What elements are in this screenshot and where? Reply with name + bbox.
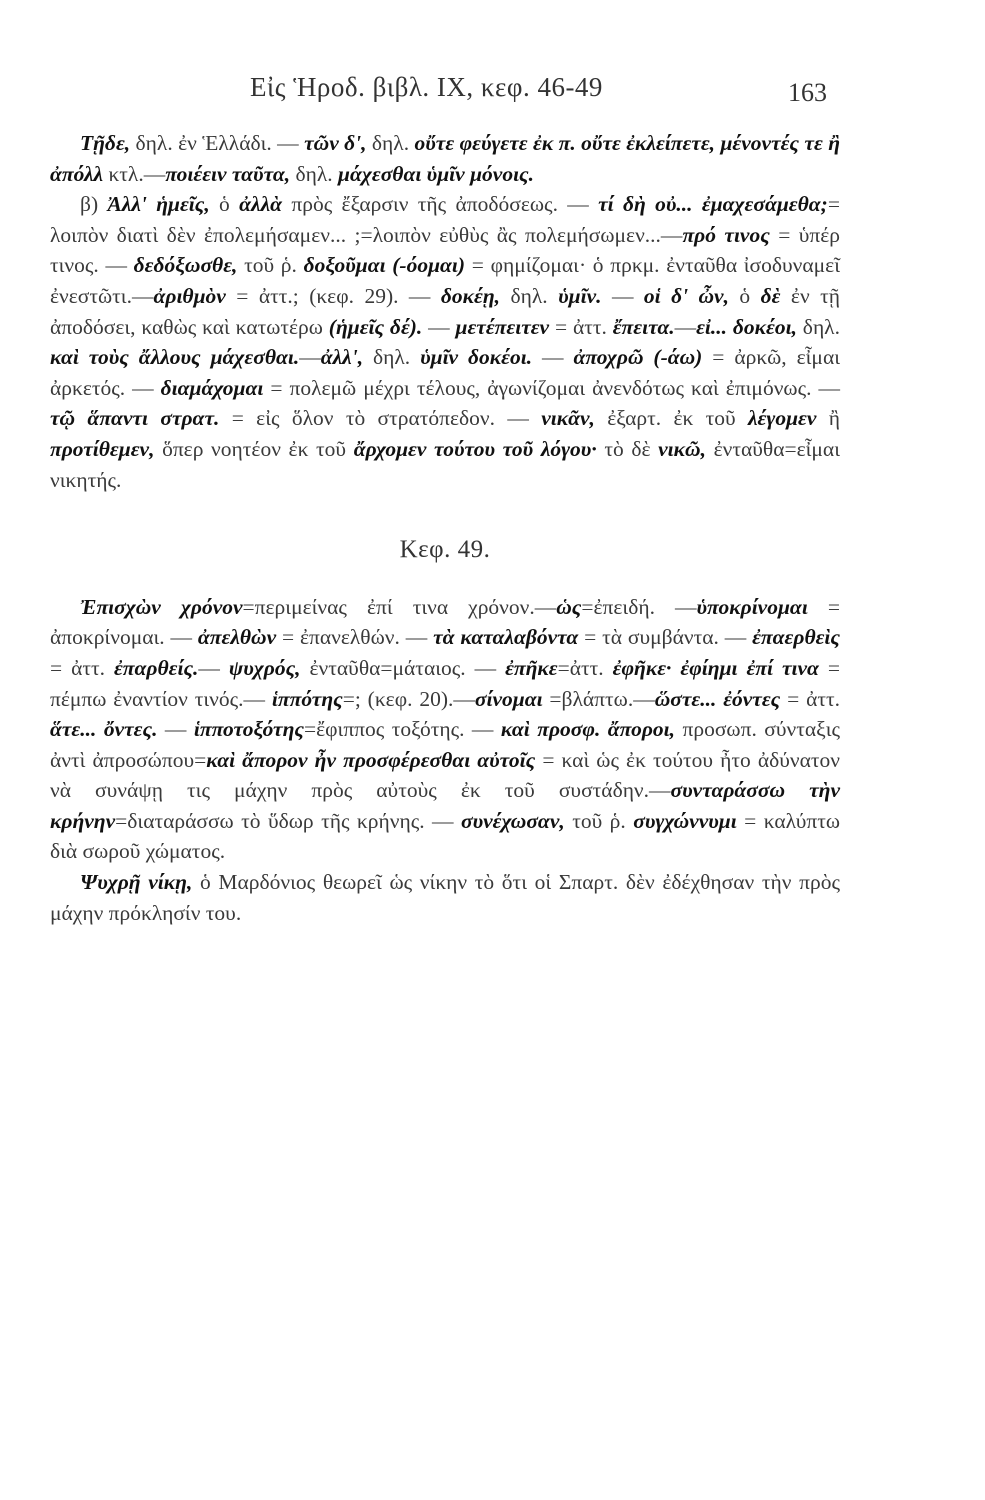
lemma: (ἡμεῖς δέ). <box>328 314 423 339</box>
gloss-text: ἢ <box>816 406 840 431</box>
gloss-text: τοῦ ῥ. <box>564 808 634 833</box>
lemma: ἐπῆκε <box>505 655 558 680</box>
gloss-text: =ἔφιππος τοξότης. — <box>303 717 501 742</box>
gloss-text: = εἰς ὅλον τὸ στρατόπεδον. — <box>219 406 542 431</box>
gloss-text: =ἀττ. <box>557 655 613 680</box>
lemma: Ἐπισχὼν χρόνον <box>80 594 243 619</box>
gloss-text: = πολεμῶ μέχρι τέλους, ἀγωνίζομαι ἀνενδότως καὶ ἐπιμόνως. — <box>263 375 840 400</box>
gloss-text: — <box>532 345 574 370</box>
gloss-text: δηλ. <box>796 314 840 339</box>
gloss-text: =βλάπτω.— <box>542 686 655 711</box>
gloss-text: — <box>422 314 456 339</box>
gloss-text: — <box>198 655 229 680</box>
gloss-text: = ἀττ. <box>50 655 114 680</box>
lemma: ἐόντες <box>723 686 781 711</box>
lemma: ὑμῖν δοκέοι. <box>420 345 533 370</box>
section-49-paragraph <box>50 867 840 928</box>
gloss-text: τοῦ ῥ. <box>237 253 304 278</box>
gloss-text: δηλ. <box>366 131 415 155</box>
running-head: Εἰς Ἡροδ. βιβλ. IX, κεφ. 46-49 <box>250 72 603 102</box>
lemma: ὥστε... <box>654 686 717 711</box>
section-chapter-49 <box>50 592 840 929</box>
gloss-text: = τὰ συμβάντα. — <box>578 625 753 650</box>
lemma: ἱππότης <box>271 686 343 711</box>
gloss-text: δηλ. <box>290 161 339 186</box>
lemma: ἀπελθὼν <box>197 625 277 650</box>
lemma: ἀριθμὸν <box>153 283 226 308</box>
section-49-paragraph <box>50 592 840 867</box>
gloss-text: — <box>601 283 644 308</box>
gloss-text: πρὸς ἔξαρσιν τῆς ἀποδόσεως. — <box>282 192 599 217</box>
section-48-paragraph <box>50 128 840 189</box>
lemma: συγχώννυμι <box>633 808 737 833</box>
gloss-text: = φημίζομαι· ὁ πρκμ. ἐνταῦθα ἰσοδυναμεῖ ἐνεστῶτι.— <box>50 253 840 308</box>
gloss-text: δηλ. <box>500 283 559 308</box>
gloss-text: = ἀττ.; (κεφ. 29). — <box>225 283 441 308</box>
gloss-text: προσωπ. σύνταξις ἀντὶ ἀπροσώπου= <box>50 717 841 772</box>
lemma: συνταράσσω τὴν κρήνην <box>50 778 840 833</box>
gloss-text: τὸ δὲ <box>596 436 659 461</box>
lemma: Ψυχρῇ νίκῃ, <box>80 870 193 895</box>
lemma: τῷ ἅπαντι στρατ. <box>50 406 220 431</box>
gloss-text: ἐξαρτ. ἐκ τοῦ <box>594 406 749 431</box>
lemma: ποιέειν ταῦτα, <box>165 161 291 186</box>
gloss-text: κτλ.— <box>103 161 166 186</box>
lemma: τὰ καταλαβόντα <box>433 625 579 650</box>
lemma: ὑμῖν. <box>558 283 602 308</box>
gloss-text: — <box>674 314 697 339</box>
gloss-text: = ἐπανελθών. — <box>276 625 434 650</box>
lemma: μάχεσθαι ὑμῖν μόνοις. <box>338 161 534 186</box>
lemma: ἔπειτα. <box>612 314 675 339</box>
lemma: δοξοῦμαι (-όομαι) <box>303 253 466 278</box>
section-chapter-48 <box>50 128 840 495</box>
gloss-text: β) <box>80 192 108 217</box>
gloss-text: = ἀττ. <box>780 686 840 711</box>
gloss-text: = πέμπω ἐναντίον τινός.— <box>50 655 841 711</box>
gloss-text: = καὶ ὡς ἐκ τούτου ἦτο ἀδύνατον νὰ συνάψῃ τις μάχην πρὸς αὐτοὺς ἐκ τοῦ συστάδην.— <box>50 747 841 803</box>
lemma: ἐπαερθεὶς <box>752 625 840 650</box>
gloss-text: = ἀρκῶ, εἶμαι ἀρκετός. — <box>50 345 840 400</box>
gloss-text: ὁ <box>728 283 761 308</box>
lemma: ὑποκρίνομαι <box>696 594 808 619</box>
lemma: ἀλλὰ <box>239 192 283 217</box>
gloss-text: — <box>299 345 321 370</box>
lemma: τῶν δ', <box>304 131 367 155</box>
gloss-text: ὁ <box>209 192 240 217</box>
gloss-text: ἐνταῦθα=εἶμαι νικητής. <box>50 436 840 492</box>
lemma: πρό τινος <box>682 222 770 247</box>
lemma: νικῶ, <box>658 436 706 461</box>
lemma: λέγομεν <box>748 406 817 431</box>
gloss-text: = ἀττ. <box>549 314 613 339</box>
lemma: δεδόξωσθε, <box>133 253 238 278</box>
gloss-text: — <box>157 717 194 742</box>
lemma: δοκέῃ, <box>440 283 501 308</box>
lemma: ἀποχρῶ (-άω) <box>573 345 703 370</box>
lemma: προτίθεμεν, <box>50 436 155 461</box>
lemma: μετέπειτεν <box>455 314 550 339</box>
gloss-text: =περιμείνας ἐπί τινα χρόνον.— <box>242 594 557 619</box>
gloss-text: ἐνταῦθα=μάταιος. — <box>300 655 506 680</box>
chapter-heading: Κεφ. 49. <box>399 536 491 564</box>
gloss-text: ἐν τῇ ἀποδόσει, καθὼς καὶ κατωτέρω <box>50 283 841 339</box>
gloss-text: = ὑπέρ τινος. — <box>50 222 840 278</box>
lemma: ἀλλ', <box>320 345 364 370</box>
lemma: δὲ <box>760 283 781 308</box>
gloss-text: = λοιπὸν διατὶ δὲν ἐπολεμήσαμεν... ;=λοιπὸν εὐθὺς ἂς πολεμήσωμεν...— <box>50 192 840 247</box>
gloss-text: =; (κεφ. 20).— <box>342 686 475 711</box>
lemma: ἄρχομεν τούτου τοῦ λόγου· <box>353 436 597 461</box>
commentary-body <box>50 128 840 928</box>
lemma: καὶ τοὺς ἄλλους μάχεσθαι. <box>50 345 300 370</box>
lemma: καὶ ἄπορον ἦν προσφέρεσθαι αὐτοῖς <box>206 747 536 772</box>
lemma: ψυχρός, <box>228 655 301 680</box>
section-48-paragraph <box>50 189 840 495</box>
lemma: ἱπποτοξότης <box>193 717 304 742</box>
page-header <box>0 72 985 116</box>
gloss-text: δηλ. <box>363 345 421 370</box>
lemma: ἐφῆκε· ἐφίημι ἐπί τινα <box>612 655 819 680</box>
gloss-text: ὁ Μαρδόνιος θεωρεῖ ὡς νίκην τὸ ὅτι οἱ Σπαρτ. δὲν ἐδέχθησαν τὴν πρὸς μάχην πρόκλησίν του. <box>50 870 841 925</box>
lemma: ἅτε... ὄντες. <box>50 717 158 742</box>
lemma: οὔτε φεύγετε ἐκ π. οὔτε ἐκλείπετε, μένοντές τε ἢ ἀπόλλ <box>50 131 840 186</box>
page-number: 163 <box>788 78 827 107</box>
lemma: τί δὴ οὐ... ἐμαχεσάμεθα; <box>598 192 828 217</box>
gloss-text: ὅπερ νοητέον ἐκ τοῦ <box>154 436 354 461</box>
lemma: σίνομαι <box>474 686 543 711</box>
lemma: συνέχωσαν, <box>460 808 565 833</box>
lemma: ὡς <box>556 594 582 619</box>
gloss-text: = καλύπτω διὰ σωροῦ χώματος. <box>50 808 840 864</box>
lemma: διαμάχομαι <box>160 375 264 400</box>
gloss-text: δηλ. ἐν Ἑλλάδι. — <box>130 131 305 155</box>
lemma: Τῇδε, <box>80 131 131 155</box>
lemma: εἰ... δοκέοι, <box>696 314 797 339</box>
gloss-text: =ἐπειδή. — <box>581 594 697 619</box>
gloss-text: = ἀποκρίνομαι. — <box>50 594 840 650</box>
lemma: Ἀλλ' ἡμεῖς, <box>107 192 210 217</box>
lemma: οἱ δ' ὦν, <box>643 283 729 308</box>
gloss-text: =διαταράσσω τὸ ὕδωρ τῆς κρήνης. — <box>115 808 461 833</box>
lemma: καὶ προσφ. ἄποροι, <box>500 717 676 742</box>
lemma: ἐπαρθείς. <box>113 655 199 680</box>
lemma: νικᾶν, <box>541 406 595 431</box>
